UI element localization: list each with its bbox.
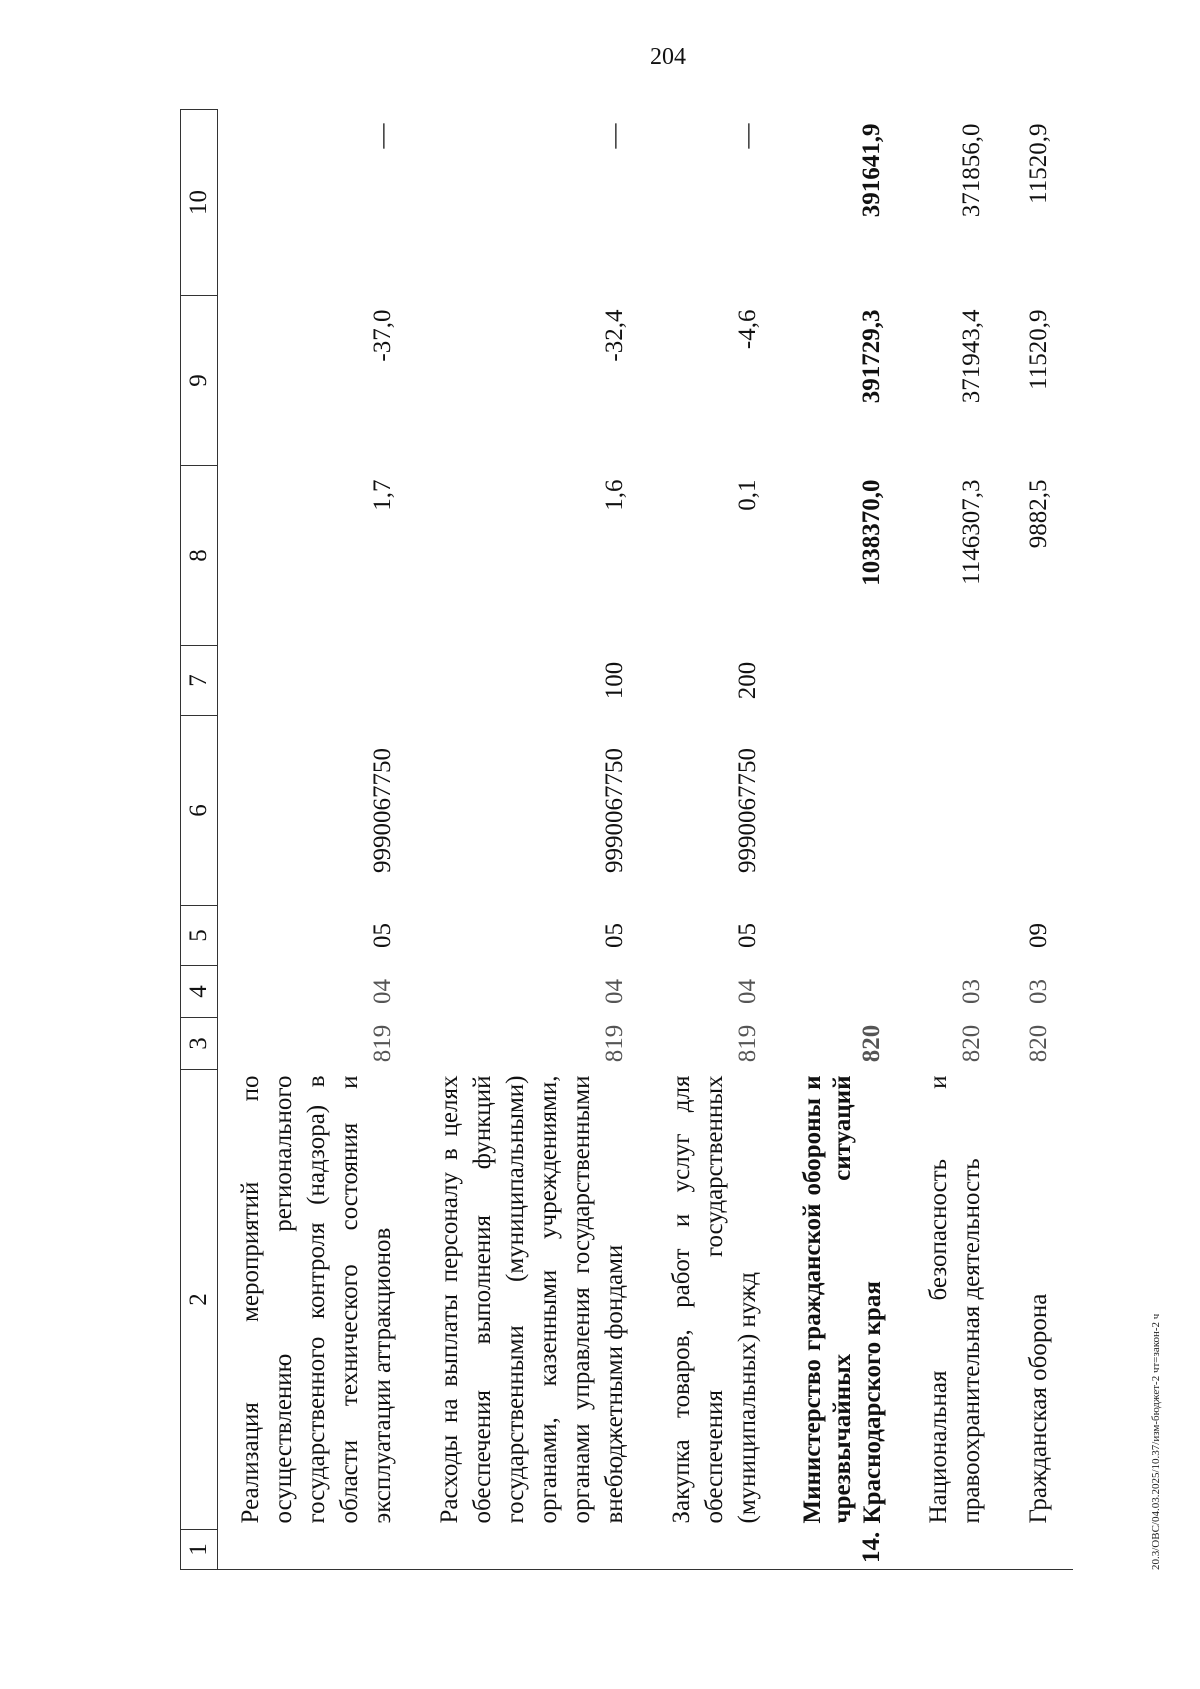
cell-col-2: Расходы на выплаты персоналу в целях обеспечения выполнения функций государственными (муниципальными) органами, казенными учреждениями, органами управления государственными внебюджетными фондами — [436, 1075, 628, 1524]
cell-col-2: Министерство гражданской обороны и чрезвычайных ситуаций Краснодарского края — [799, 1075, 886, 1524]
cell-col-2: Гражданская оборона — [1025, 1293, 1052, 1524]
cell-col-9: -4,6 — [734, 309, 761, 350]
cell-col-4: 04 — [601, 979, 628, 1004]
header-cell: 3 — [181, 1018, 218, 1070]
table-row — [1006, 110, 1073, 1570]
cell-col-5: 09 — [1025, 923, 1052, 948]
header-cell: 1 — [181, 1530, 218, 1570]
cell-col-5: 05 — [734, 923, 761, 948]
cell-col-1: 14. — [782, 1530, 906, 1570]
cell-col-2: Национальная безопасность и правоохранительная деятельность — [925, 1075, 985, 1524]
cell-col-3: 819 — [734, 1024, 761, 1063]
cell-col-1 — [1006, 1530, 1073, 1570]
cell-col-3: 820 — [858, 1024, 885, 1063]
cell-col-10: 371856,0 — [958, 123, 985, 218]
cell-col-1 — [906, 1530, 1006, 1570]
cell-col-1 — [417, 1530, 649, 1570]
header-cell: 9 — [181, 296, 218, 466]
table-row — [906, 110, 1006, 1570]
cell-col-8: 1,6 — [601, 479, 628, 511]
cell-col-4: 04 — [369, 979, 396, 1004]
cell-col-7 — [1006, 646, 1073, 716]
cell-col-4 — [782, 966, 906, 1018]
cell-col-3: 820 — [958, 1024, 985, 1063]
cell-col-8: 0,1 — [734, 479, 761, 511]
cell-col-3: 820 — [1025, 1024, 1052, 1063]
cell-col-9: 391729,3 — [858, 309, 885, 404]
cell-col-1 — [218, 1530, 418, 1570]
footer-code: 20.3/ОВС/04.03.2025/10.37/изм-бюджет-2 чт=закон-2 ч — [1150, 1313, 1162, 1570]
cell-col-8: 9882,5 — [1025, 479, 1052, 549]
cell-col-4: 04 — [734, 979, 761, 1004]
cell-col-5: 05 — [369, 923, 396, 948]
budget-table — [180, 109, 1073, 1570]
cell-col-10: 11520,9 — [1025, 123, 1052, 204]
table-row — [782, 110, 906, 1570]
cell-col-4: 03 — [958, 979, 985, 1004]
cell-col-3: 819 — [601, 1024, 628, 1063]
cell-col-9: -37,0 — [369, 309, 396, 362]
cell-col-10: — — [369, 123, 396, 149]
cell-col-6: 9990067750 — [601, 748, 628, 873]
cell-col-8: 1,7 — [369, 479, 396, 511]
table-row — [218, 110, 418, 1570]
cell-col-9: 371943,4 — [958, 309, 985, 404]
cell-col-9: 11520,9 — [1025, 309, 1052, 390]
cell-col-1 — [649, 1530, 782, 1570]
cell-col-9: -32,4 — [601, 309, 628, 362]
cell-col-4: 03 — [1025, 979, 1052, 1004]
header-cell: 2 — [181, 1070, 218, 1530]
cell-col-2: Закупка товаров, работ и услуг для обеспечения государственных (муниципальных) нужд — [668, 1075, 761, 1524]
cell-col-5: 05 — [601, 923, 628, 948]
header-cell: 10 — [181, 110, 218, 296]
cell-col-8: 1038370,0 — [858, 479, 885, 586]
header-cell: 8 — [181, 466, 218, 646]
table-row — [649, 110, 782, 1570]
header-cell: 7 — [181, 646, 218, 716]
cell-col-7: 100 — [601, 661, 628, 700]
header-cell: 4 — [181, 966, 218, 1018]
cell-col-6 — [906, 716, 1006, 906]
cell-col-7 — [906, 646, 1006, 716]
header-cell: 6 — [181, 716, 218, 906]
table-row — [417, 110, 649, 1570]
cell-col-6 — [782, 716, 906, 906]
cell-col-2: Реализация мероприятий по осуществлению регионального государственного контроля (надзора) в области технического состояния и эксплуатации аттракционов — [237, 1075, 396, 1524]
cell-col-6 — [1006, 716, 1073, 906]
table-header-row — [181, 110, 218, 1570]
cell-col-5 — [782, 906, 906, 966]
cell-col-7: 200 — [734, 661, 761, 700]
cell-col-10: 391641,9 — [858, 123, 885, 218]
rotated-table-container — [180, 110, 1100, 1570]
cell-col-7 — [218, 646, 418, 716]
page-number: 204 — [650, 44, 686, 70]
cell-col-7 — [782, 646, 906, 716]
cell-col-10: — — [601, 123, 628, 149]
cell-col-6: 9990067750 — [369, 748, 396, 873]
cell-col-8: 1146307,3 — [958, 479, 985, 585]
header-cell: 5 — [181, 906, 218, 966]
cell-col-3: 819 — [369, 1024, 396, 1063]
cell-col-10: — — [734, 123, 761, 149]
cell-col-6: 9990067750 — [734, 748, 761, 873]
cell-col-5 — [906, 906, 1006, 966]
